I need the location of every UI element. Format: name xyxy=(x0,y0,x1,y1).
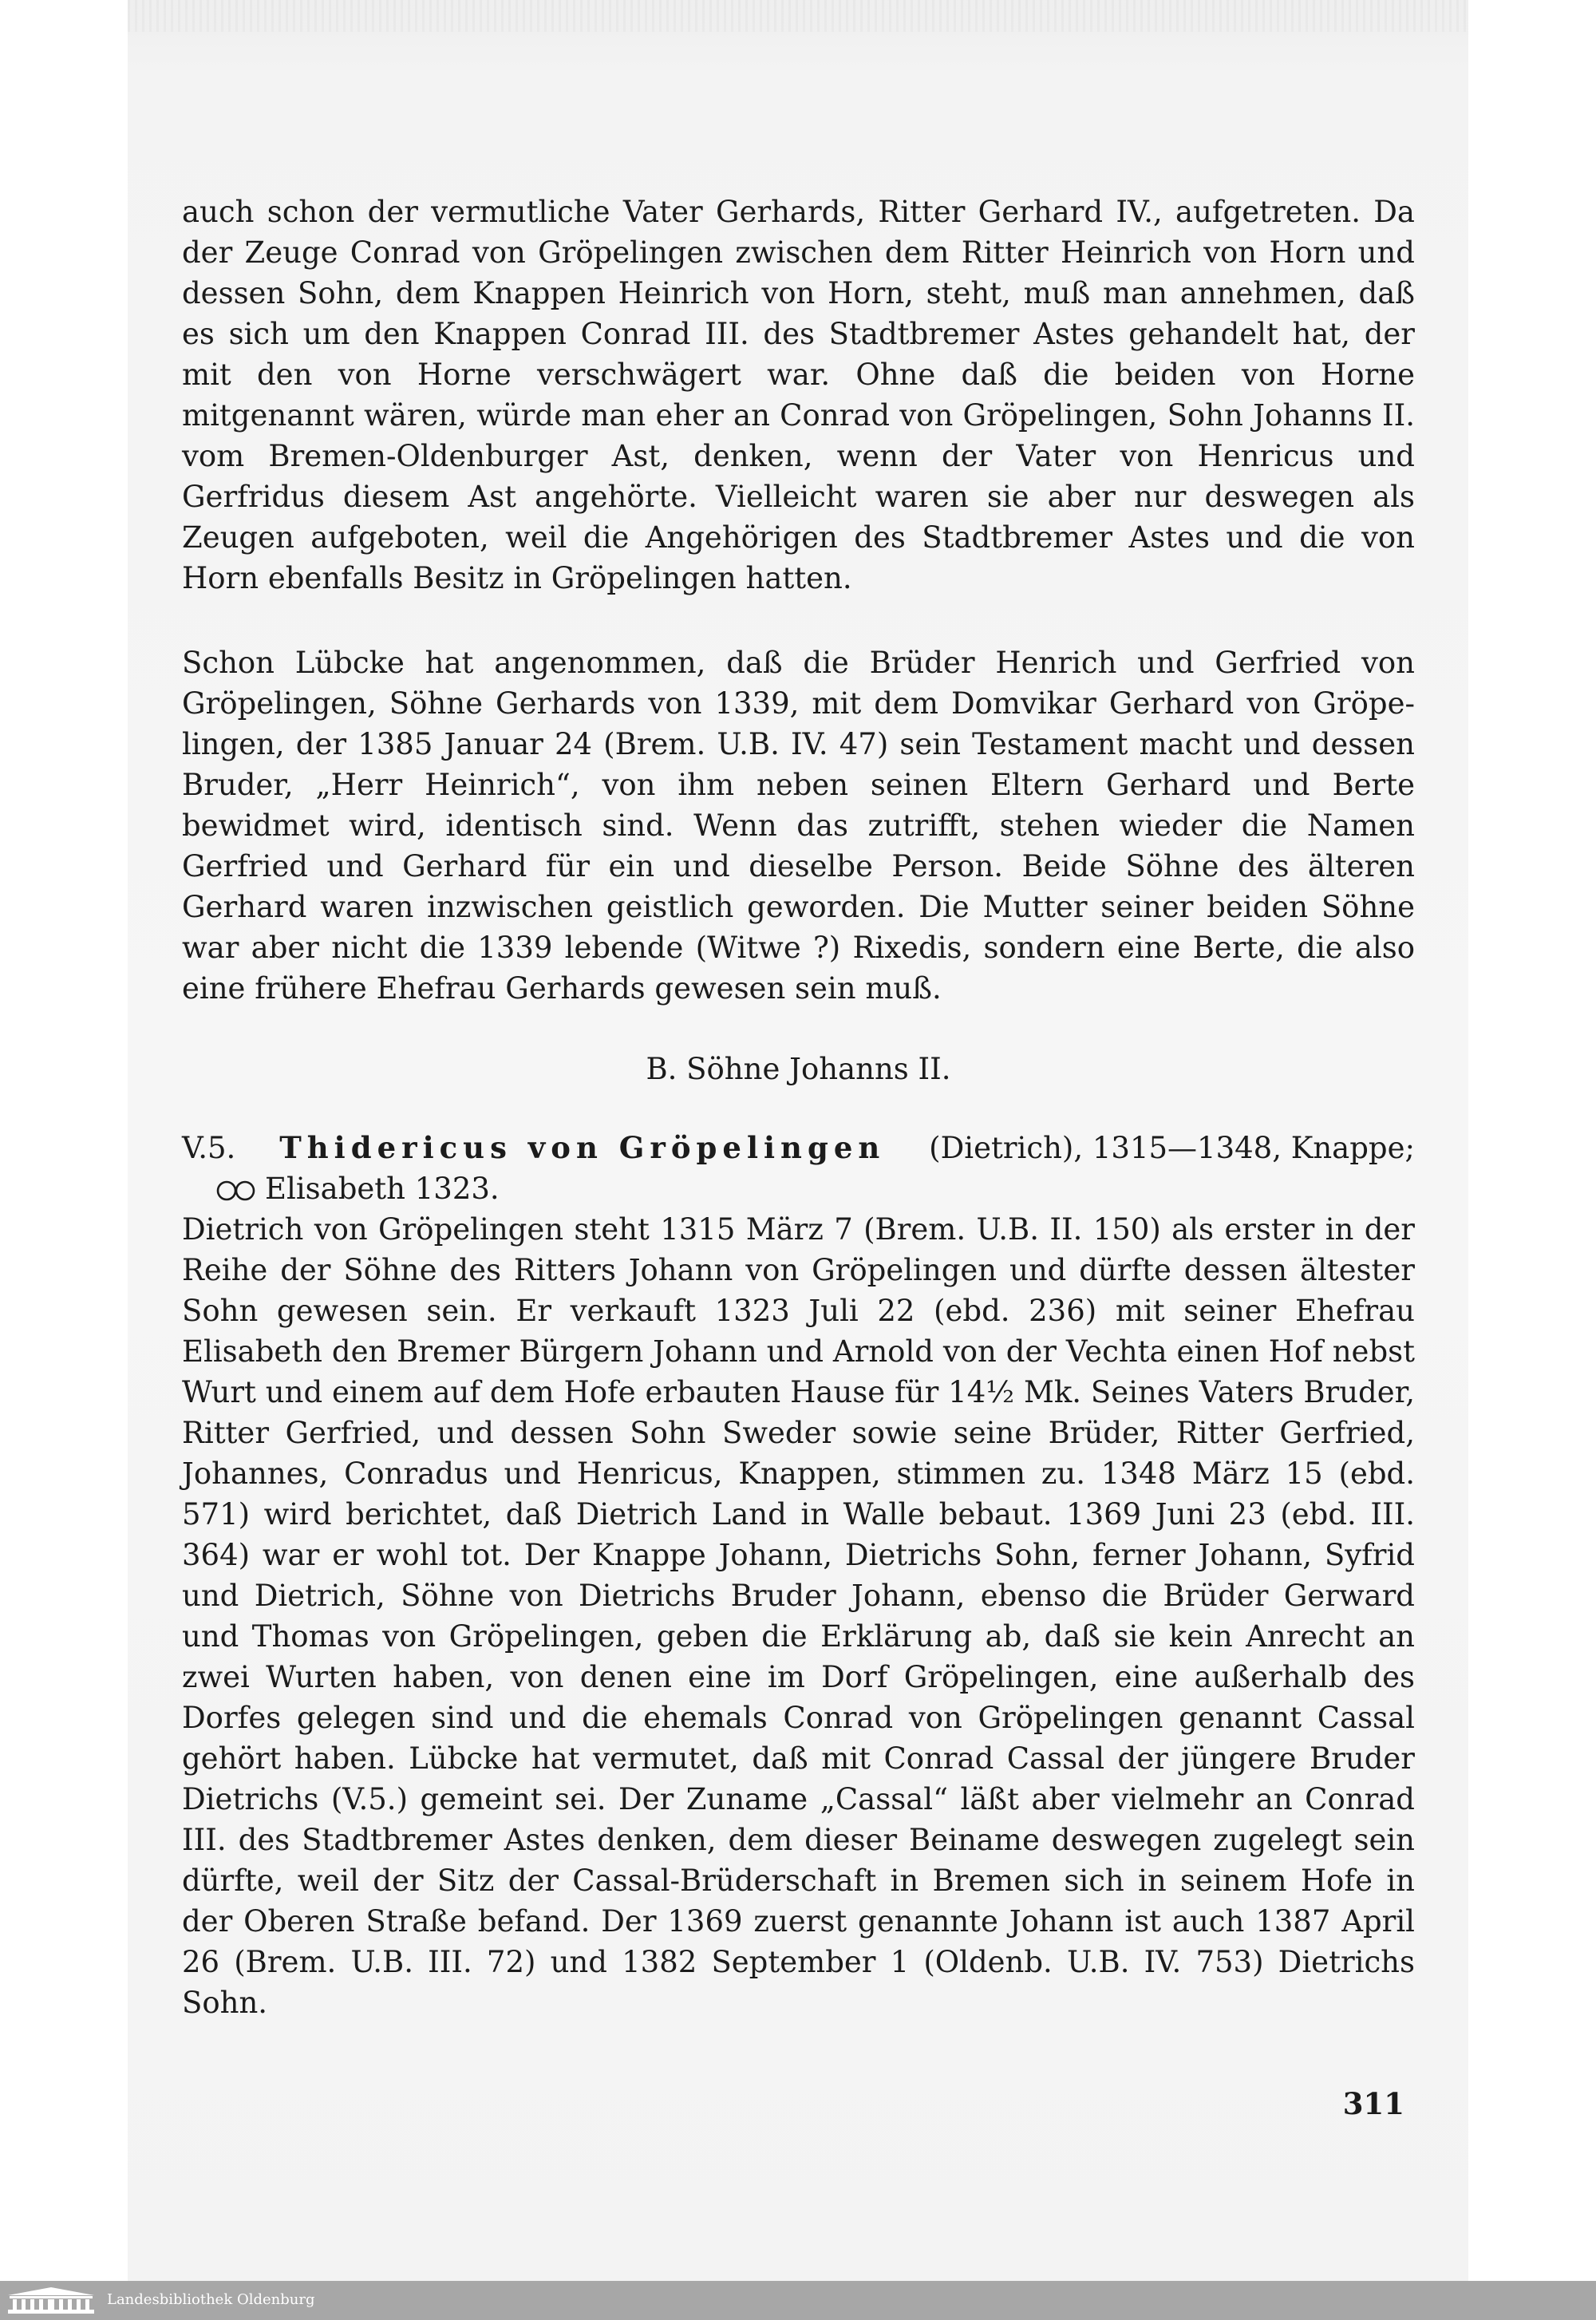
section-heading: B. Söhne Johanns II. xyxy=(646,1052,951,1086)
library-building-icon xyxy=(6,2286,96,2316)
genealogy-entry-header xyxy=(182,1128,1415,1168)
paragraph-1: auch schon der vermutliche Vater Gerhards, Ritter Gerhard IV., aufgetreten. Da der Zeuge Conrad von Gröpelingen zwischen dem Ritter Heinrich von Horn und dessen Sohn, dem Knappen Heinrich von Horn, steht, muß man annehmen, daß es sich um den Knappen Conrad III. des Stadtbremer Astes gehandelt hat, der mit den von Horne verschwägert war. Ohne daß die beiden von Horne mitgenannt wären, würde man eher an Conrad von Gröpelingen, Sohn Johanns II. vom Bremen-Oldenburger Ast, denken, wenn der Vater von Henricus und Gerfridus diesem Ast angehörte. Vielleicht waren sie aber nur deswegen als Zeugen aufgeboten, weil die Angehörigen des Stadtbremer Astes und die von Horn ebenfalls Besitz in Gröpelingen hatten. xyxy=(182,195,1415,595)
marriage-symbol-icon xyxy=(215,1180,257,1201)
library-name: Landesbibliothek Oldenburg xyxy=(107,2291,315,2308)
page-content xyxy=(182,192,1415,2023)
footer-bar xyxy=(0,2281,1596,2320)
page-number: 311 xyxy=(1342,2086,1404,2121)
paragraph-2: Schon Lübcke hat angenommen, daß die Brüder Henrich und Gerfried von Gröpelingen, Söhne Gerhards von 1339, mit dem Domvikar Gerhard von Gröpelingen, der 1385 Januar 24 (Brem. U.B. IV. 47) sein Testament macht und dessen Bruder, „Herr Heinrich“, von ihm neben seinen Eltern Gerhard und Berte bewidmet wird, identisch sind. Wenn das zutrifft, stehen wieder die Namen Gerfried und Gerhard für ein und dieselbe Person. Beide Söhne des älteren Gerhard waren inzwischen geistlich geworden. Die Mutter seiner beiden Söhne war aber nicht die 1339 lebende (Witwe ?) Rixedis, sondern eine Berte, die also eine frühere Ehefrau Gerhards gewesen sein muß. xyxy=(182,646,1415,1006)
paragraph-gap xyxy=(182,599,1415,642)
paragraph-3: Dietrich von Gröpelingen steht 1315 März 7 (Brem. U.B. II. 150) als erster in der Reihe der Söhne des Ritters Johann von Gröpelingen und dürfte dessen ältester Sohn gewesen sein. Er verkauft 1323 Juli 22 (ebd. 236) mit seiner Ehefrau Elisabeth den Bremer Bürgern Johann und Arnold von der Vechta einen Hof nebst Wurt und einem auf dem Hofe erbauten Hause für 14½ Mk. Seines Vaters Bruder, Ritter Gerfried, und dessen Sohn Sweder sowie seine Brüder, Ritter Gerfried, Johannes, Conradus und Henricus, Knappen, stimmen zu. 1348 März 15 (ebd. 571) wird berichtet, daß Dietrich Land in Walle bebaut. 1369 Juni 23 (ebd. III. 364) war er wohl tot. Der Knappe Johann, Dietrichs Sohn, ferner Johann, Syfrid und Dietrich, Söhne von Dietrichs Bruder Johann, ebenso die Brüder Gerward und Thomas von Gröpelingen, geben die Erklärung ab, daß sie kein Anrecht an zwei Wurten haben, von denen eine im Dorf Gröpelingen, eine außerhalb des Dorfes gelegen sind und die ehemals Conrad von Gröpelingen genannt Cassal gehört haben. Lübcke hat vermutet, daß mit Conrad Cassal der jüngere Bruder Dietrichs (V.5.) gemeint sei. Der Zuname „Cassal“ läßt aber vielmehr an Conrad III. des Stadtbremer Astes denken, dem dieser Beiname deswegen zugelegt sein dürfte, weil der Sitz der Cassal-Brüderschaft in Bremen sich in seinem Hofe in der Oberen Straße befand. Der 1369 zuerst genannte Johann ist auch 1387 April 26 (Brem. U.B. III. 72) und 1382 September 1 (Oldenb. U.B. IV. 753) Dietrichs Sohn. xyxy=(182,1212,1415,2020)
entry-spouse: Elisabeth 1323. xyxy=(265,1172,500,1206)
entry-spouse-line xyxy=(182,1168,1415,1209)
entry-details: (Dietrich), 1315—1348, Knappe; xyxy=(929,1131,1415,1165)
entry-number: V.5. xyxy=(182,1131,236,1165)
entry-name: Thidericus von Gröpelingen xyxy=(279,1130,886,1165)
